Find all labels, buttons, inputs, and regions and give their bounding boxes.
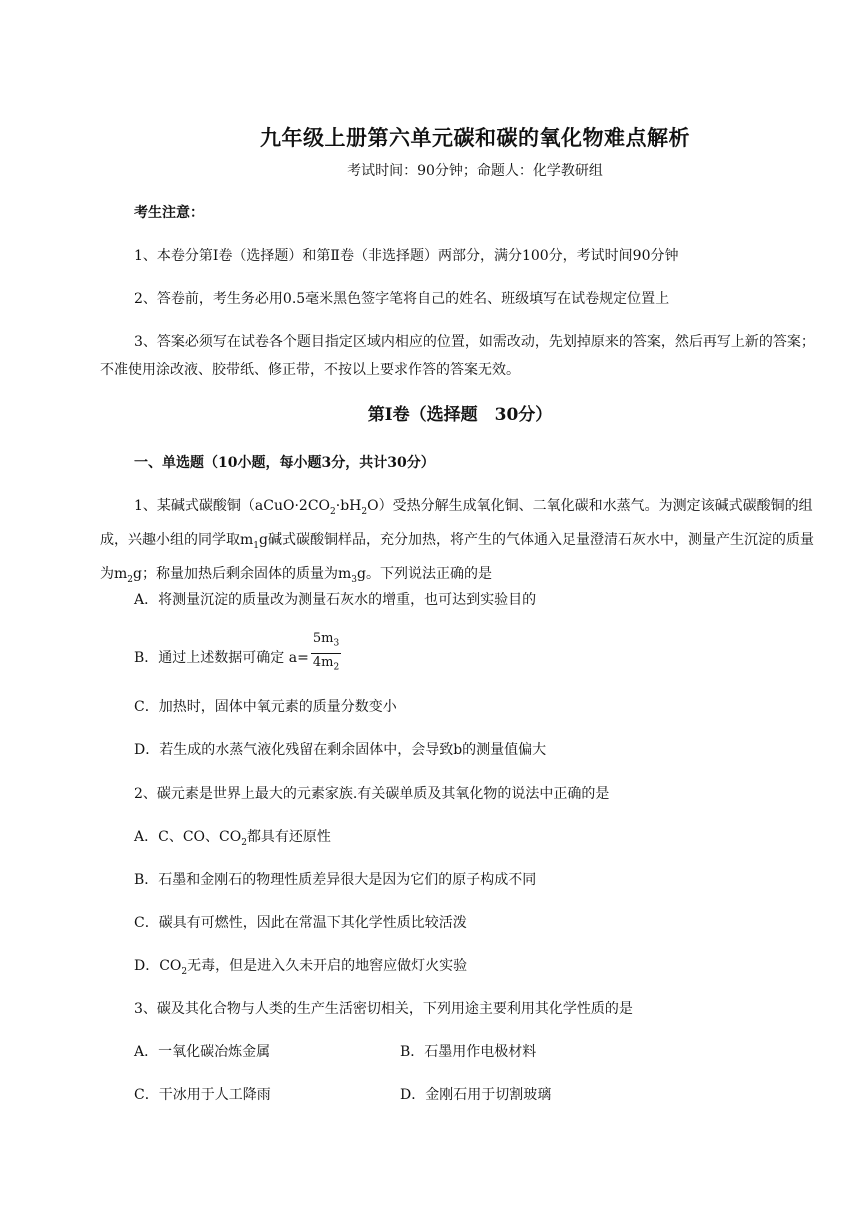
question-3-option-d: D．金刚石用于切割玻璃 bbox=[400, 1087, 552, 1103]
question-3-option-c: C．干冰用于人工降雨 bbox=[134, 1087, 271, 1103]
question-3-stem: 3、碳及其化合物与人类的生产生活密切相关，下列用途主要利用其化学性质的是 bbox=[134, 1001, 633, 1017]
question-2-option-b: B．石墨和金刚石的物理性质差异很大是因为它们的原子构成不同 bbox=[134, 872, 537, 888]
question-2-stem: 2、碳元素是世界上最大的元素家族.有关碳单质及其氧化物的说法中正确的是 bbox=[134, 786, 610, 802]
notice-item-1: 1、本卷分第Ⅰ卷（选择题）和第Ⅱ卷（非选择题）两部分，满分100分，考试时间90分钟 bbox=[134, 248, 679, 264]
question-1-option-c: C．加热时，固体中氧元素的质量分数变小 bbox=[134, 699, 397, 715]
notice-heading: 考生注意： bbox=[134, 205, 204, 221]
question-1-option-d: D．若生成的水蒸气液化残留在剩余固体中，会导致b的测量值偏大 bbox=[134, 742, 547, 758]
section-title: 第Ⅰ卷（选择题 30分） bbox=[367, 405, 553, 425]
question-3-option-a: A．一氧化碳冶炼金属 bbox=[134, 1044, 271, 1060]
fraction: $\frac{5m_3}{4m_2}$ bbox=[312, 631, 340, 673]
notice-item-2: 2、答卷前，考生务必用0.5毫米黑色签字笔将自己的姓名、班级填写在试卷规定位置上 bbox=[134, 291, 670, 307]
question-3-option-b: B．石墨用作电极材料 bbox=[400, 1044, 537, 1060]
question-1-stem: 1、某碱式碳酸铜$(aCuO\cdot 2CO_2\cdot bH_2O)$受热分解生成氧化铜、二氧化碳和水蒸气。为测定该碱式碳酸铜的组成，兴趣小组的同学取$m_1g$碱式碳酸铜样品，充分加热，将产生的气体通入足量澄清石灰水中，测量产生沉淀的质量为$m_2g$；称量加热后剩余固体的质量为$m_3g$。下列说法正确的是 bbox=[100, 498, 814, 585]
part-heading: 一、单选题（10小题，每小题3分，共计30分） bbox=[134, 455, 435, 471]
notice-item-3: 3、答案必须写在试卷各个题目指定区域内相应的位置，如需改动，先划掉原来的答案，然后再写上新的答案；不准使用涂改液、胶带纸、修正带，不按以上要求作答的答案无效。 bbox=[100, 334, 815, 378]
page-subtitle: 考试时间：90分钟；命题人：化学教研组 bbox=[347, 163, 603, 179]
question-2-option-c: C．碳具有可燃性，因此在常温下其化学性质比较活泼 bbox=[134, 915, 467, 931]
question-1-option-b: B．通过上述数据可确定 a= $\frac{5m_3}{4m_2}$ bbox=[134, 640, 341, 676]
page-title: 九年级上册第六单元碳和碳的氧化物难点解析 bbox=[260, 125, 690, 150]
question-2-option-d: D．$CO_2$无毒，但是进入久未开启的地窖应做灯火实验 bbox=[134, 958, 468, 977]
question-1-option-a: A．将测量沉淀的质量改为测量石灰水的增重，也可达到实验目的 bbox=[134, 592, 537, 608]
question-2-option-a: A．C、CO、$CO_2$都具有还原性 bbox=[134, 829, 331, 848]
